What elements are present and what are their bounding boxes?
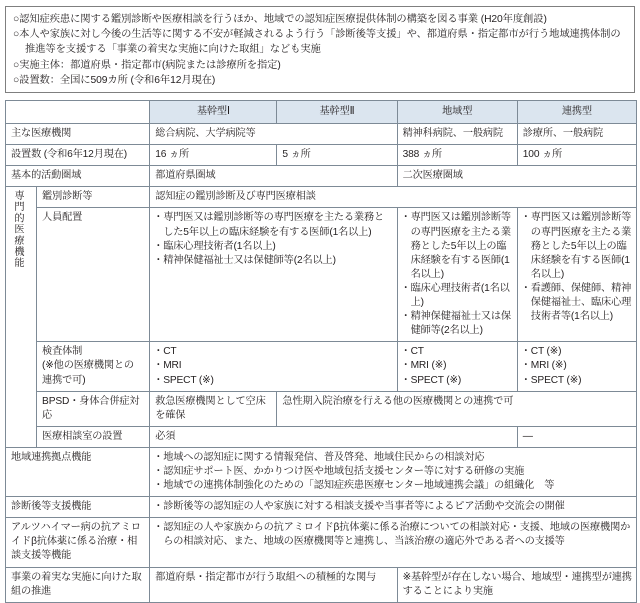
- cell-main-institution-chiiki: 精神科病院、一般病院: [397, 124, 517, 145]
- cell-count-chiiki: 388 ヵ所: [397, 145, 517, 166]
- table-row-area: [6, 166, 637, 187]
- table-row-staffing: [6, 208, 637, 342]
- examination-label-line3: 連携で可): [42, 374, 86, 386]
- vertical-label-text: 専門的医療機能: [12, 190, 23, 269]
- list-item: ・ CT: [155, 345, 392, 359]
- vertical-label-specialized-medical-functions: [6, 187, 37, 448]
- table-row-bpsd: [6, 391, 637, 426]
- cell-examination-kikan: [150, 342, 397, 391]
- cell-main-institution-kikan: 総合病院、大学病院等: [150, 124, 397, 145]
- row-label-main-institution: 主な医療機関: [6, 124, 150, 145]
- table-row-examination: [6, 342, 637, 391]
- intro-line-1: ○認知症疾患に関する鑑別診断や医療相談を行うほか、地域での認知症医療提供体制の構築を図る事業 (H20年度創設): [13, 14, 547, 25]
- row-label-differential: 鑑別診断等: [37, 187, 150, 208]
- list-item: ・ 地域での連携体制強化のための「認知症疾患医療センター地域連携会議」の組織化 等: [155, 479, 632, 493]
- cell-promotion-kikan: 都道府県・指定都市が行う取組への積極的な関与: [150, 567, 397, 602]
- amyloid-list: [155, 521, 632, 549]
- list-item: ・ 認知症の人や家族からの抗アミロイドβ抗体薬に係る治療についての相談対応・支援、地域の医療機関からの相談対応、また、地域の医療機関等と連携し、当該治療の適応外である者への支援等: [155, 521, 632, 549]
- staffing-chiiki-list: [403, 211, 513, 338]
- list-item: ・ 精神保健福祉士又は保健師等(2名以上): [403, 310, 513, 338]
- post-diagnosis-list: [155, 500, 632, 514]
- table-row-count: [6, 145, 637, 166]
- list-item: ・ 専門医又は鑑別診断等の専門医療を主たる業務とした5年以上の臨床経験を有する医師(1名以上): [155, 211, 392, 239]
- table-header-row: [6, 101, 637, 124]
- staffing-kikan-list: [155, 211, 392, 267]
- examination-renkei-list: [523, 345, 632, 387]
- list-item: ・ 専門医又は鑑別診断等の専門医療を主たる業務とした5年以上の臨床経験を有する医師(1名以上): [403, 211, 513, 281]
- header-kikan1: 基幹型Ⅰ: [150, 101, 277, 124]
- cell-post-diagnosis-value: [150, 497, 637, 518]
- center-types-table: [5, 100, 637, 603]
- list-item: ・ SPECT (※): [155, 374, 392, 388]
- cell-count-kikan2: 5 ヵ所: [277, 145, 397, 166]
- cell-staffing-renkei: [517, 208, 636, 342]
- cell-differential-value: 認知症の鑑別診断及び専門医療相談: [150, 187, 637, 208]
- row-label-regional-hub: 地域連携拠点機能: [6, 447, 150, 496]
- intro-line-2: ○本人や家族に対し今後の生活等に関する不安が軽減されるよう行う「診断後等支援」や、都道府県・指定都市が行う地域連携体制の推進等を支援する「事業の着実な実施に向けた取組」なども実施: [13, 29, 621, 56]
- header-renkei: 連携型: [517, 101, 636, 124]
- list-item: ・ MRI (※): [523, 359, 632, 373]
- list-item: ・ MRI (※): [403, 359, 513, 373]
- cell-consultroom-value: 必須: [150, 426, 518, 447]
- cell-promotion-chiiki: ※基幹型が存在しない場合、地域型・連携型が連携することにより実施: [397, 567, 636, 602]
- header-kikan2: 基幹型Ⅱ: [277, 101, 397, 124]
- row-label-area: 基本的活動圏域: [6, 166, 150, 187]
- cell-count-kikan1: 16 ヵ所: [150, 145, 277, 166]
- table-row-regional-hub: [6, 447, 637, 496]
- examination-label-line2: (※他の医療機関との: [42, 360, 134, 372]
- row-label-post-diagnosis: 診断後等支援機能: [6, 497, 150, 518]
- examination-kikan-list: [155, 345, 392, 387]
- cell-examination-chiiki: [397, 342, 517, 391]
- cell-staffing-chiiki: [397, 208, 517, 342]
- list-item: ・ SPECT (※): [523, 374, 632, 388]
- list-item: ・ 看護師、保健師、精神保健福祉士、臨床心理技術者等(1名以上): [523, 282, 632, 324]
- row-label-examination: [37, 342, 150, 391]
- staffing-renkei-list: [523, 211, 632, 324]
- row-label-consultroom: 医療相談室の設置: [37, 426, 150, 447]
- list-item: ・ 地域への認知症に関する情報発信、普及啓発、地域住民からの相談対応: [155, 451, 632, 465]
- cell-bpsd-rest: 急性期入院治療を行える他の医療機関との連携で可: [277, 391, 637, 426]
- cell-main-institution-renkei: 診療所、一般病院: [517, 124, 636, 145]
- table-row-post-diagnosis: [6, 497, 637, 518]
- cell-area-chiiki: 二次医療圏域: [397, 166, 636, 187]
- cell-amyloid-value: [150, 518, 637, 567]
- table-row-differential: [6, 187, 637, 208]
- row-label-promotion: 事業の着実な実施に向けた取組の推進: [6, 567, 150, 602]
- examination-chiiki-list: [403, 345, 513, 387]
- row-label-count: 設置数 (令和6年12月現在): [6, 145, 150, 166]
- list-item: ・ 精神保健福祉士又は保健師等(2名以上): [155, 254, 392, 268]
- row-label-staffing: 人員配置: [37, 208, 150, 342]
- intro-line-4: ○設置数：全国に509カ所 (令和6年12月現在): [13, 74, 216, 86]
- cell-area-kikan: 都道府県圏域: [150, 166, 397, 187]
- list-item: ・ 認知症サポート医、かかりつけ医や地域包括支援センター等に対する研修の実施: [155, 465, 632, 479]
- cell-staffing-kikan: [150, 208, 397, 342]
- cell-regional-hub-value: [150, 447, 637, 496]
- cell-bpsd-kikan1: 救急医療機関として空床を確保: [150, 391, 277, 426]
- list-item: ・ CT (※): [523, 345, 632, 359]
- examination-label-line1: 検査体制: [42, 346, 83, 358]
- header-chiiki: 地域型: [397, 101, 517, 124]
- list-item: ・ SPECT (※): [403, 374, 513, 388]
- row-label-amyloid: アルツハイマー病の抗アミロイドβ抗体薬に係る治療・相談支援等機能: [6, 518, 150, 567]
- table-row-consultroom: [6, 426, 637, 447]
- cell-examination-renkei: [517, 342, 636, 391]
- intro-line-3: ○実施主体：都道府県・指定都市(病院または診療所を指定): [13, 59, 281, 71]
- cell-count-renkei: 100 ヵ所: [517, 145, 636, 166]
- cell-consultroom-renkei: —: [517, 426, 636, 447]
- table-row-promotion: [6, 567, 637, 602]
- list-item: ・ MRI: [155, 359, 392, 373]
- list-item: ・ 診断後等の認知症の人や家族に対する相談支援や当事者等によるピア活動や交流会の開催: [155, 500, 632, 514]
- list-item: ・ CT: [403, 345, 513, 359]
- table-row-amyloid: [6, 518, 637, 567]
- intro-box: [5, 6, 635, 93]
- list-item: ・ 臨床心理技術者(1名以上): [403, 282, 513, 310]
- list-item: ・ 専門医又は鑑別診断等の専門医療を主たる業務とした5年以上の臨床経験を有する医師(1名以上): [523, 211, 632, 281]
- regional-hub-list: [155, 451, 632, 493]
- row-label-bpsd: BPSD・身体合併症対応: [37, 391, 150, 426]
- table-row-main-institution: [6, 124, 637, 145]
- list-item: ・ 臨床心理技術者(1名以上): [155, 240, 392, 254]
- header-corner: [6, 101, 150, 124]
